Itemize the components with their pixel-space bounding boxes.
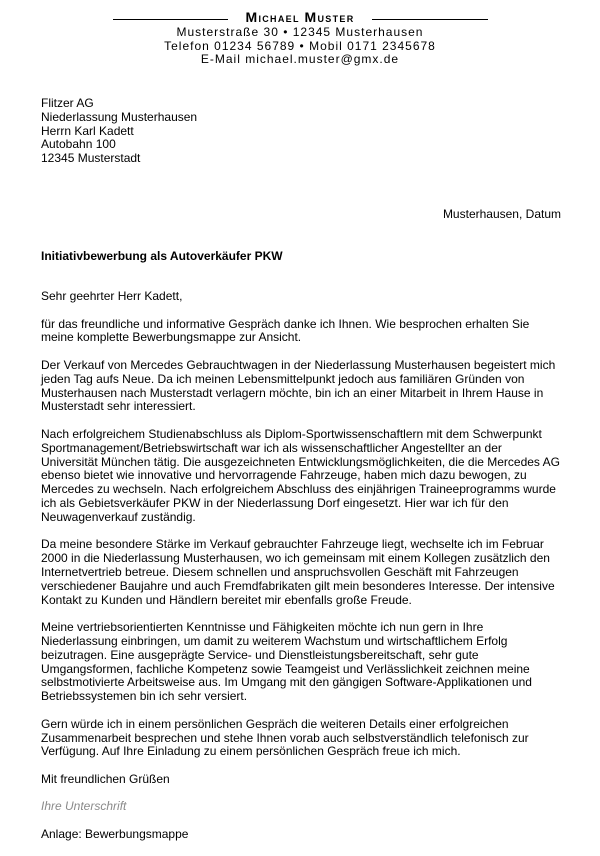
- sender-phone: Telefon 01234 56789 • Mobil 0171 2345678: [164, 38, 436, 53]
- enclosure: Anlage: Bewerbungsmappe: [41, 827, 189, 842]
- recipient-branch: Niederlassung Musterhausen: [41, 109, 198, 124]
- letter-date: Musterhausen, Datum: [442, 207, 561, 221]
- signature: Ihre Unterschrift: [41, 799, 127, 814]
- paragraph-2: Der Verkauf von Mercedes Gebrauchtwagen in der Niederlassung Musterhausen begeistert mich jeden Tag aufs Neue. Da ich meinen Lebensmittelpunkt jedoch aus familiären Gründen von Musterhausen nach Musterstadt verlagern möchte, bin ich an einer Mitarbeit in Ihrem Hause in Musterstadt sehr interessiert.: [41, 357, 556, 414]
- header-rule-left: [113, 19, 228, 20]
- recipient-company: Flitzer AG: [41, 96, 94, 110]
- sender-name: Michael Muster: [245, 9, 355, 25]
- recipient-street: Autobahn 100: [41, 137, 116, 152]
- paragraph-5: Meine vertriebsorientierten Kenntnisse und Fähigkeiten möchte ich nun gern in Ihre Niederlassung einbringen, um damit zu weiterem Wachstum und wirtschaftlichem Erfolg beizutragen. Eine ausgeprägte Service- und Dienstleistungsbereitschaft, sehr gute Umgangsformen, fachliche Kompetenz sowie Teamgeist und Verlässlichkeit zeichnen meine selbstmotivierte Arbeitsweise aus. Im Umgang mit den gängigen Software-Applikationen und Betriebssystemen bin ich sehr versiert.: [41, 620, 532, 704]
- closing: Mit freundlichen Grüßen: [41, 771, 170, 786]
- recipient-address: [41, 97, 197, 166]
- sender-name-line: [0, 9, 600, 26]
- letter-subject: Initiativbewerbung als Autoverkäufer PKW: [41, 249, 283, 263]
- recipient-contact: Herrn Karl Kadett: [41, 123, 134, 138]
- paragraph-1: für das freundliche und informative Gespräch danke ich Ihnen. Wie besprochen erhalten Sie meine komplette Bewerbungsmappe zur Ansicht.: [41, 316, 530, 345]
- salutation: Sehr geehrter Herr Kadett,: [41, 289, 183, 303]
- sender-email: E-Mail michael.muster@gmx.de: [200, 52, 400, 66]
- recipient-city: 12345 Musterstadt: [41, 151, 141, 166]
- sender-address: Musterstraße 30 • 12345 Musterhausen: [176, 25, 424, 39]
- paragraph-3: Nach erfolgreichem Studienabschluss als Diplom-Sportwissenschaftlern mit dem Schwerpunkt Sportmanagement/Betriebswirtschaft war ich als wissenschaftlicher Angestellter an der Universität München tätig. Die ausgezeichneten Entwicklungsmöglichkeiten, die die Mercedes AG ebenso bietet wie innovative und hervorragende Fahrzeuge, haben mich dazu bewogen, zu Mercedes zu wechseln. Nach erfolgreichem Abschluss des einjährigen Traineeprogramms wurde ich als Gebietsverkäufer PKW in der Niederlassung Dorf eingesetzt. Hier war ich für den Neuwagenverkauf zuständig.: [41, 426, 560, 524]
- letter-body: [41, 290, 561, 856]
- header-rule-right: [372, 19, 488, 20]
- paragraph-4: Da meine besondere Stärke im Verkauf gebrauchter Fahrzeuge liegt, wechselte ich im Februar 2000 in die Niederlassung Musterhausen, wo ich gemeinsam mit einem Kollegen zusätzlich den Internetvertrieb betreue. Diesem schnellen und anspruchsvollen Geschäft mit Fahrzeugen verschiedener Baujahre und auch Fremdfabrikaten gilt mein besonderes Interesse. Der intensive Kontakt zu Kunden und Händlern bereitet mir ebenfalls große Freude.: [41, 537, 555, 607]
- letterhead: [0, 9, 600, 67]
- paragraph-6: Gern würde ich in einem persönlichen Gespräch die weiteren Details einer erfolgreichen Zusammenarbeit besprechen und stehe Ihnen vorab auch selbstverständlich telefonisch zur Verfügung. Auf Ihre Einladung zu einem persönlichen Gespräch freue ich mich.: [41, 716, 529, 759]
